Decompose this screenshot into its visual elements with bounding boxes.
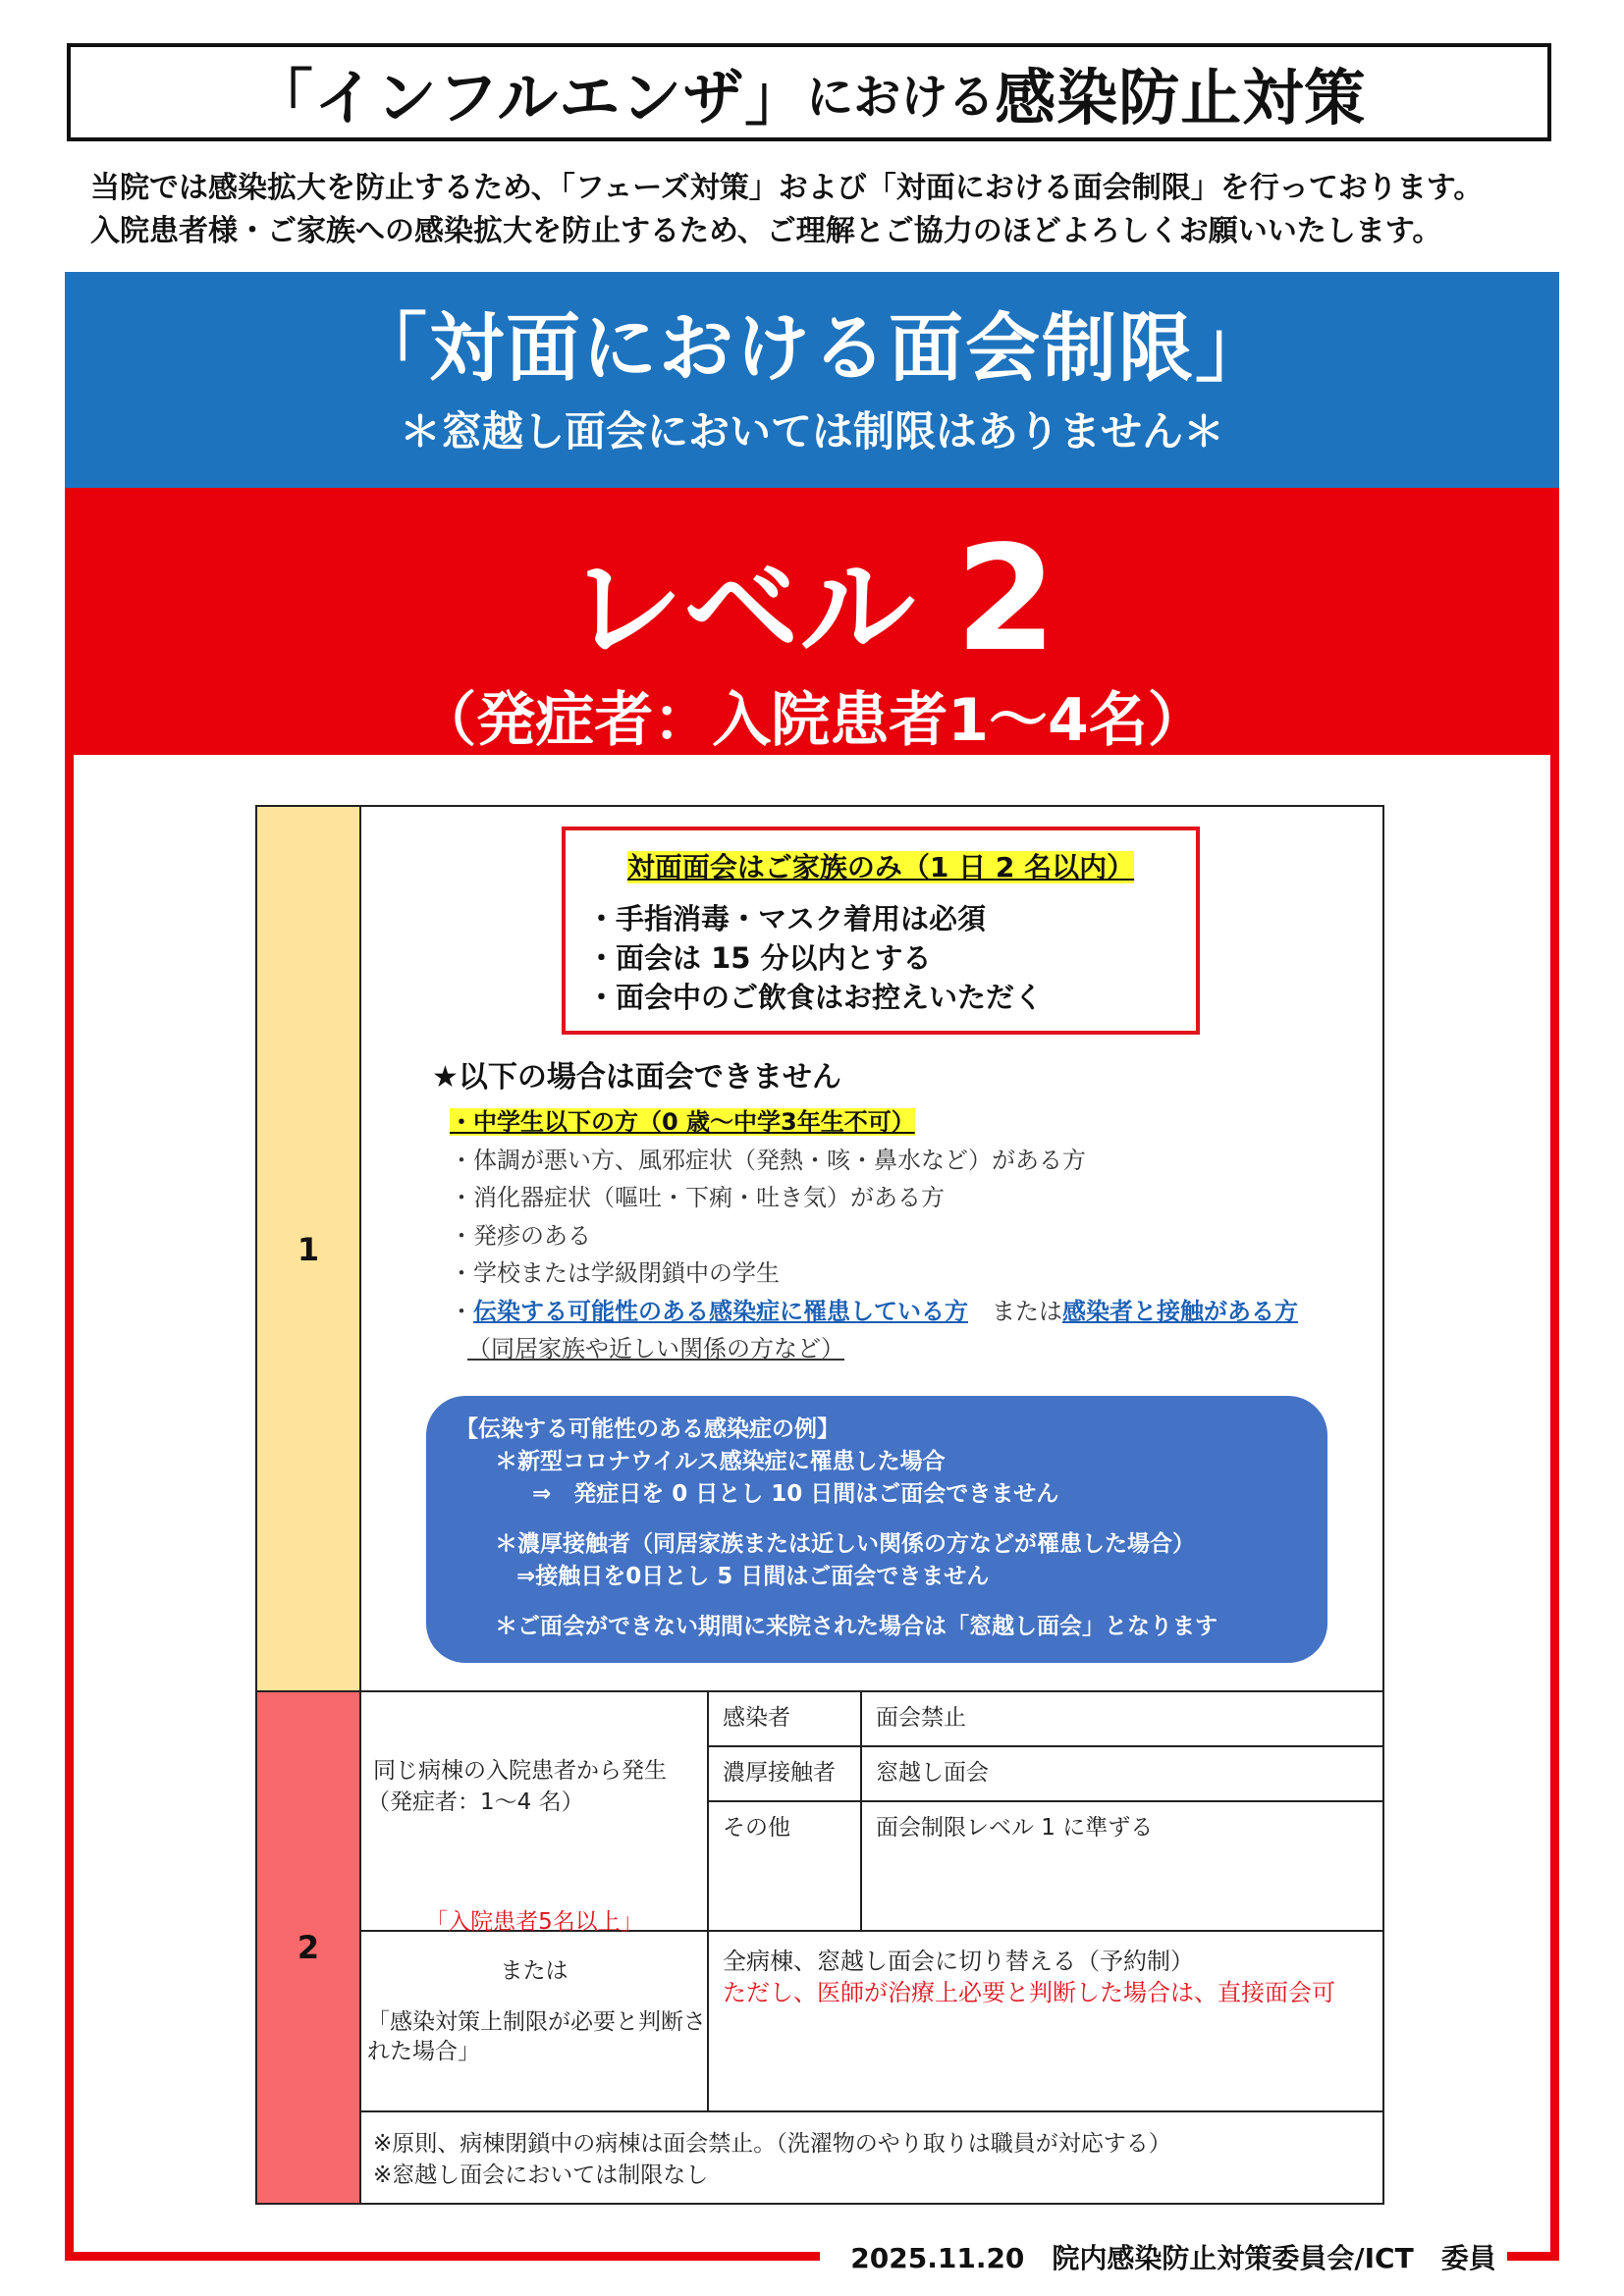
level-number: 2 — [955, 514, 1057, 683]
rule-type: 濃厚接触者 — [723, 1760, 836, 1786]
no-visit-item: ・消化器症状（嘔吐・下痢・吐き気）がある方 — [450, 1184, 945, 1211]
info-title: 【伝染する可能性のある感染症の例】 — [456, 1416, 839, 1442]
title-part-1: 「インフルエンザ」 — [251, 61, 807, 133]
bullet: ・ — [450, 1297, 473, 1325]
no-visit-item-infectious — [450, 1293, 1333, 1331]
condition-item: ・面会は 15 分以内とする — [587, 941, 932, 975]
no-visit-item: ・体調が悪い方、風邪症状（発熱・咳・鼻水など）がある方 — [450, 1146, 1086, 1174]
info-line: ⇒ 発症日を 0 日とし 10 日間はご面会できません — [532, 1481, 1059, 1507]
no-visit-item: ・学校または学級閉鎖中の学生 — [450, 1259, 780, 1287]
level-title — [65, 514, 1559, 683]
alt-or: または — [500, 1958, 568, 1984]
table-divider — [257, 1690, 1382, 1692]
source-text: 同じ病棟の入院患者から発生 — [373, 1758, 667, 1784]
alt-condition-1: 「入院患者5名以上」 — [425, 1909, 643, 1935]
intro-text — [90, 167, 1553, 253]
contact-link[interactable]: 感染者と接触がある方 — [1062, 1297, 1298, 1325]
rule-type: 感染者 — [723, 1705, 790, 1731]
visit-conditions-box — [562, 827, 1200, 1035]
table-divider — [860, 1690, 862, 1932]
restriction-table — [255, 805, 1384, 2205]
rule-policy: 窓越し面会 — [876, 1760, 989, 1786]
source-subtext: （発症者：1～4 名） — [367, 1789, 584, 1815]
info-line: ＊新型コロナウイルス感染症に罹患した場合 — [495, 1449, 946, 1474]
level-banner — [65, 488, 1559, 755]
intro-line-1: 当院では感染拡大を防止するため、「フェーズ対策」および「対面における面会制限」を行っております。 — [90, 171, 1484, 205]
row-number-1: 1 — [257, 807, 361, 1692]
or-text: または — [968, 1297, 1062, 1325]
visit-conditions-heading: 対面面会はご家族のみ（1 日 2 名以内） — [626, 851, 1135, 883]
table-divider — [707, 1690, 709, 2112]
restriction-subheading: ＊窓越し面会においては制限はありません＊ — [399, 407, 1224, 455]
condition-item: ・面会中のご飲食はお控えいただく — [587, 981, 1044, 1014]
info-line: ＊濃厚接触者（同居家族または近しい関係の方などが罹患した場合） — [495, 1531, 1195, 1557]
table-divider — [707, 1800, 1382, 1802]
title-part-2: における — [806, 69, 996, 125]
restriction-banner — [65, 272, 1559, 488]
table-divider — [707, 1745, 1382, 1747]
infectious-disease-link[interactable]: 伝染する可能性のある感染症に罹患している方 — [473, 1297, 968, 1325]
alt-condition-2a: 「感染対策上制限が必要と判断さ — [367, 2009, 706, 2035]
note: ※原則、病棟閉鎖中の病棟は面会禁止。（洗濯物のやり取りは職員が対応する） — [373, 2131, 1171, 2157]
alt-condition-2b: れた場合」 — [367, 2039, 480, 2064]
level-label: レベル — [567, 541, 915, 676]
title-part-3: 感染防止対策 — [995, 61, 1367, 133]
page-title — [67, 43, 1551, 141]
no-visit-title: ★以下の場合は面会できません — [432, 1060, 841, 1095]
note: ※窓越し面会においては制限なし — [373, 2163, 709, 2188]
alt-action: 全病棟、窓越し面会に切り替える（予約制） — [723, 1948, 1194, 1975]
no-visit-item: ・発疹のある — [450, 1221, 591, 1250]
restriction-heading: 「対面における面会制限」 — [352, 304, 1272, 392]
infectious-note: （同居家族や近しい関係の方など） — [467, 1335, 844, 1362]
rule-type: その他 — [723, 1815, 790, 1841]
info-line: ⇒接触日を0日とし 5 日間はご面会できません — [516, 1564, 990, 1589]
infection-examples-box — [426, 1396, 1327, 1663]
intro-line-2: 入院患者様・ご家族への感染拡大を防止するため、ご理解とご協力のほどよろしくお願いいたします。 — [90, 214, 1442, 248]
rule-policy: 面会制限レベル 1 に準ずる — [876, 1815, 1154, 1841]
level-subtitle: （発症者：入院患者1～4名） — [417, 686, 1207, 755]
alt-exception: ただし、医師が治療上必要と判断した場合は、直接面会可 — [723, 1979, 1335, 2006]
footer-text: 2025.11.20 院内感染防止対策委員会/ICT 委員 — [850, 2242, 1496, 2274]
rule-policy: 面会禁止 — [876, 1705, 966, 1731]
no-visit-list — [450, 1103, 1333, 1368]
condition-item: ・手指消毒・マスク着用は必須 — [587, 902, 987, 935]
info-line: ＊ご面会ができない期間に来院された場合は「窓越し面会」となります — [495, 1614, 1218, 1639]
no-visit-highlight: ・中学生以下の方（0 歳～中学3年生不可） — [450, 1108, 915, 1136]
row-number-2: 2 — [257, 1692, 361, 2203]
table-divider — [361, 2110, 1382, 2112]
